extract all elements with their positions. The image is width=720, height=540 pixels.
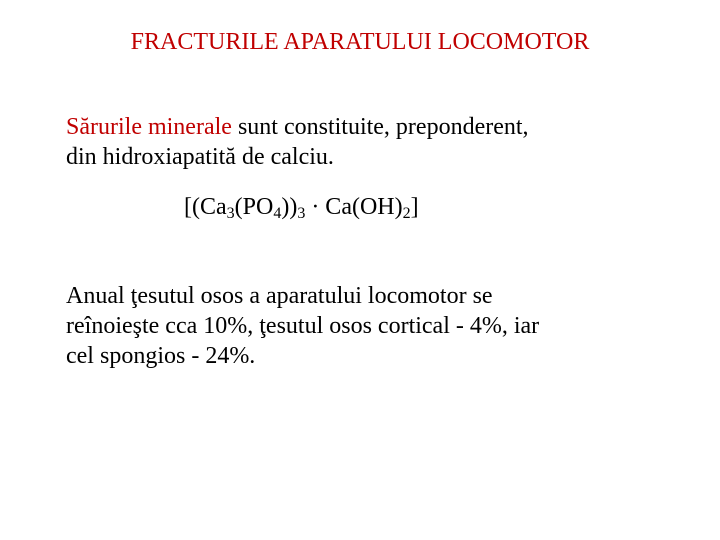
formula-mid-1: (PO — [234, 194, 274, 220]
formula-open: [(Ca — [184, 194, 227, 220]
paragraph-minerals-line-2: din hidroxiapatită de calciu. — [66, 144, 334, 170]
formula-sub-4: 2 — [402, 205, 411, 222]
paragraph-renewal — [66, 281, 706, 371]
highlight-minerals: Sărurile minerale — [66, 114, 232, 140]
formula-close: ] — [410, 194, 419, 220]
formula-sub-1: 3 — [226, 205, 235, 222]
paragraph-minerals — [66, 112, 706, 172]
paragraph-renewal-line-2: reînoieşte cca 10%, ţesutul osos cortical - 4%, iar — [66, 313, 540, 339]
paragraph-renewal-line-1: Anual ţesutul osos a aparatului locomotor se — [66, 283, 493, 309]
slide-title: FRACTURILE APARATULUI LOCOMOTOR — [130, 29, 590, 55]
formula-sub-2: 4 — [273, 205, 282, 222]
formula-mid-3: · Ca(OH) — [305, 194, 403, 220]
formula-mid-2: )) — [281, 194, 298, 220]
paragraph-minerals-line-1-text: sunt constituite, preponderent, — [231, 114, 529, 140]
formula-sub-3: 3 — [297, 205, 306, 222]
paragraph-minerals-line-1 — [66, 112, 706, 142]
paragraph-renewal-line-3: cel spongios - 24%. — [66, 343, 256, 369]
chemical-formula — [184, 192, 419, 222]
